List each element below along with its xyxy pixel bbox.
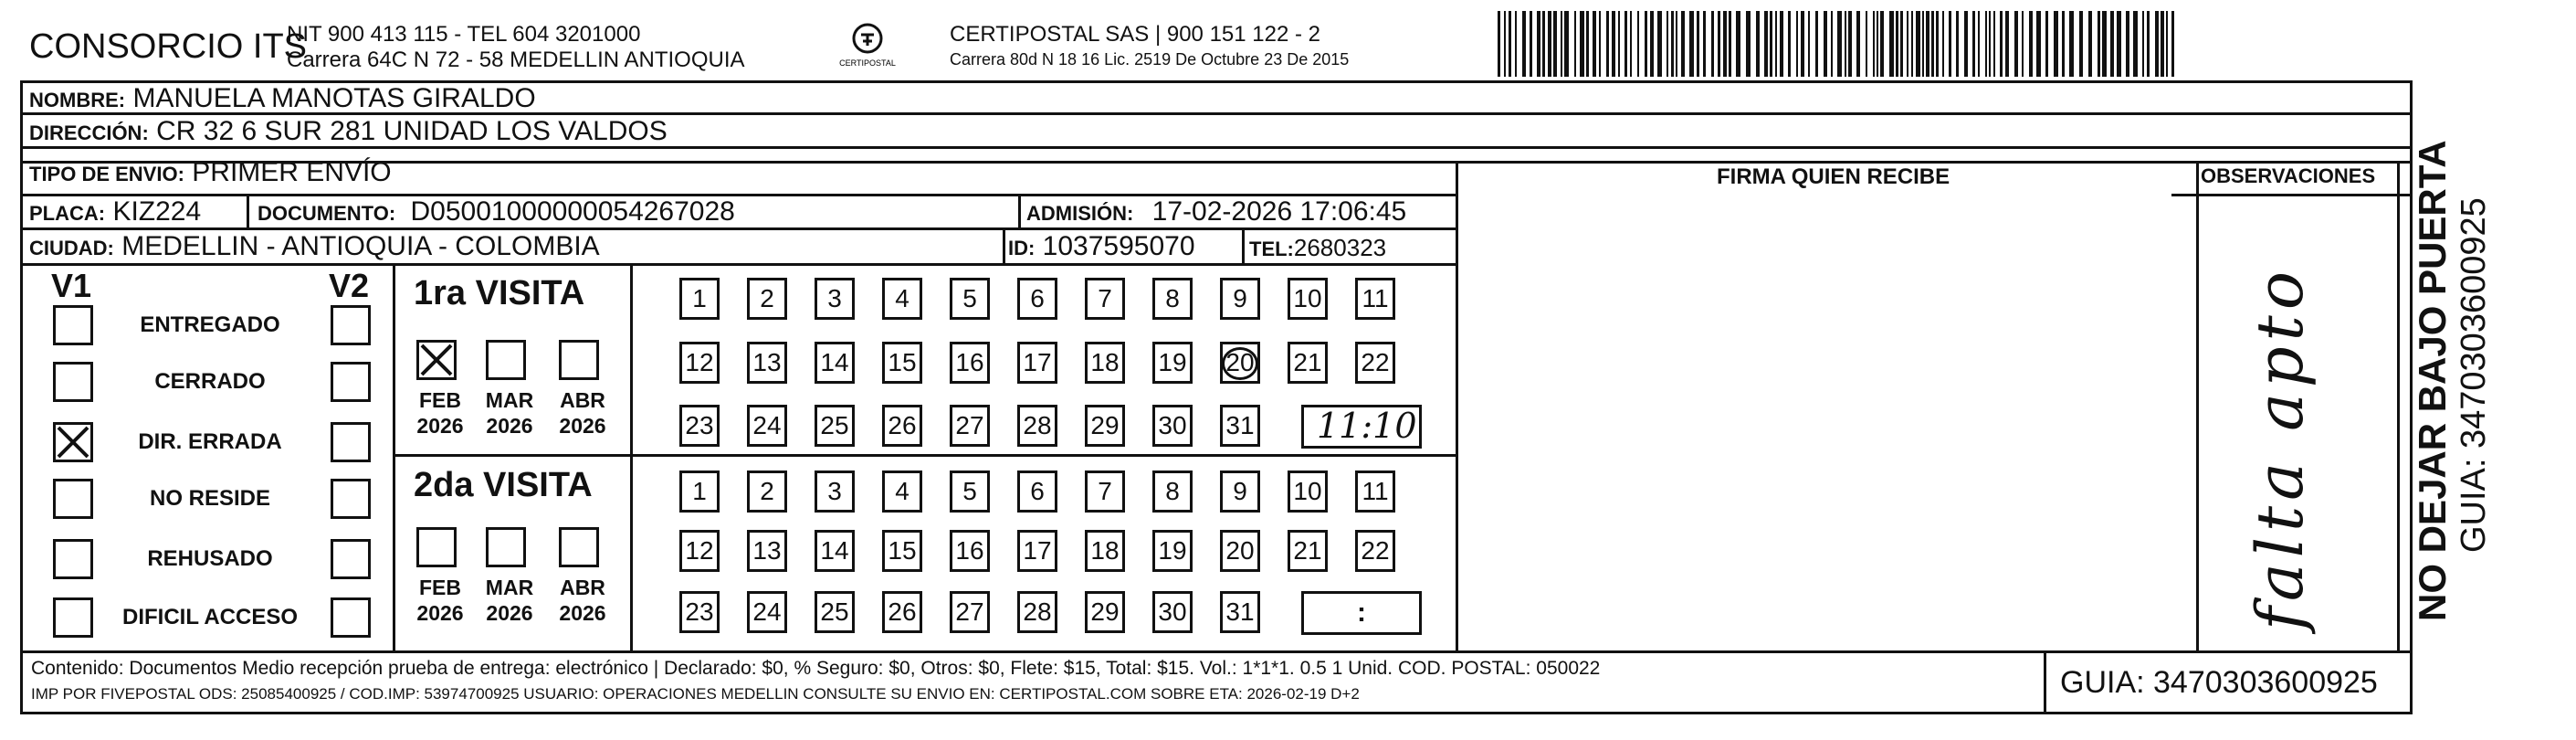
tipo-envio-value: PRIMER ENVÍO [192, 157, 392, 187]
barcode-bar [1689, 11, 1694, 77]
first-visit-time-box [1301, 405, 1422, 449]
barcode-bar [1845, 11, 1846, 77]
day-box[interactable]: 7 [1085, 470, 1125, 513]
first-visit-title: 1ra VISITA [414, 274, 585, 312]
day-box[interactable]: 22 [1355, 530, 1395, 572]
day-mark-circle [1222, 347, 1258, 380]
day-box[interactable]: 29 [1085, 591, 1125, 633]
company-name: CONSORCIO ITS [29, 27, 308, 66]
barcode-bar [2117, 11, 2121, 77]
v1-checkbox[interactable] [53, 479, 93, 519]
month-checkbox[interactable] [416, 527, 457, 567]
barcode-bar [1630, 11, 1632, 77]
barcode-bar [1949, 11, 1951, 77]
day-box[interactable]: 19 [1152, 342, 1193, 384]
barcode-bar [1780, 11, 1783, 77]
barcode-bar [1900, 11, 1903, 77]
nombre-label: NOMBRE: [29, 89, 126, 111]
first-visit-time: 11:10 [1317, 406, 1417, 446]
barcode-bar [1775, 11, 1777, 77]
day-box[interactable]: 14 [815, 342, 855, 384]
tel-value: 2680323 [1293, 234, 1387, 261]
day-box[interactable]: 20 [1220, 530, 1260, 572]
day-box[interactable]: 18 [1085, 342, 1125, 384]
admision-field [1026, 196, 1406, 227]
barcode-bar [1801, 11, 1804, 77]
carrier-name: CERTIPOSTAL SAS | 900 151 122 - 2 [950, 22, 1320, 47]
v1-checkbox[interactable] [53, 362, 93, 402]
month-label: MAR 2026 [485, 388, 534, 438]
barcode-bar [1564, 11, 1569, 77]
v1-checkbox[interactable] [53, 539, 93, 579]
day-box[interactable]: 13 [747, 342, 787, 384]
v2-checkbox[interactable] [331, 539, 371, 579]
admision-value: 17-02-2026 17:06:45 [1151, 196, 1407, 227]
day-box[interactable]: 7 [1085, 278, 1125, 320]
barcode [1498, 11, 2178, 77]
barcode-bar [1922, 11, 1924, 77]
barcode-bar [1907, 11, 1908, 77]
barcode-bar [1764, 11, 1768, 77]
v2-checkbox[interactable] [331, 479, 371, 519]
barcode-bar [1831, 11, 1833, 77]
day-box[interactable]: 30 [1152, 405, 1193, 447]
barcode-bar [2171, 11, 2174, 77]
tipo-envio-label: TIPO DE ENVIO: [29, 163, 184, 185]
month-checkbox[interactable] [416, 340, 457, 380]
company-nit: NIT 900 413 115 - TEL 604 3201000 [287, 22, 641, 47]
barcode-bar [2029, 11, 2033, 77]
barcode-bar [2142, 11, 2144, 77]
day-box[interactable]: 13 [747, 530, 787, 572]
barcode-bar [1837, 11, 1842, 77]
barcode-bar [1993, 11, 1995, 77]
barcode-bar [1530, 11, 1532, 77]
barcode-bar [1896, 11, 1898, 77]
day-box[interactable]: 1 [679, 278, 720, 320]
day-box[interactable]: 3 [815, 470, 855, 513]
placa-label: PLACA: [29, 202, 106, 225]
documento-value: D05001000000054267028 [410, 196, 735, 227]
barcode-bar [1756, 11, 1760, 77]
barcode-bar [1956, 11, 1959, 77]
day-box[interactable]: 21 [1288, 342, 1328, 384]
side-warning: NO DEJAR BAJO PUERTA [2411, 140, 2454, 621]
v2-checkbox[interactable] [331, 597, 371, 638]
v2-label: V2 [329, 267, 370, 304]
barcode-bar [2036, 11, 2041, 77]
barcode-bar [1718, 11, 1720, 77]
footer-line-2: IMP POR FIVEPOSTAL ODS: 25085400925 / COD.IMP: 53974700925 USUARIO: OPERACIONES MEDELLIN CONSULTE SU ENVIO EN: CERTIPOSTAL.COM SOBRE ETA: 2026-02-19 D+2 [31, 685, 1360, 703]
day-box[interactable]: 31 [1220, 405, 1260, 447]
day-box[interactable]: 20 [1220, 342, 1260, 384]
barcode-bar [1746, 11, 1751, 77]
direccion-value: CR 32 6 SUR 281 UNIDAD LOS VALDOS [156, 116, 668, 146]
day-box[interactable]: 23 [679, 591, 720, 633]
barcode-bar [1808, 11, 1810, 77]
barcode-bar [2088, 11, 2092, 77]
v1-label: V1 [51, 267, 92, 304]
day-box[interactable]: 30 [1152, 591, 1193, 633]
day-box[interactable]: 28 [1017, 405, 1057, 447]
barcode-bar [1989, 11, 1991, 77]
id-field [1008, 231, 1195, 262]
day-box[interactable]: 24 [747, 591, 787, 633]
barcode-bar [2079, 11, 2083, 77]
status-label: REHUSADO [147, 546, 273, 571]
barcode-bar [1599, 11, 1601, 77]
barcode-bar [1697, 11, 1699, 77]
observaciones-header: OBSERVACIONES [2201, 164, 2376, 187]
barcode-bar [2045, 11, 2048, 77]
barcode-bar [2005, 11, 2009, 77]
status-label: DIFICIL ACCESO [121, 605, 298, 629]
barcode-bar [1964, 11, 1968, 77]
day-box[interactable]: 10 [1288, 278, 1328, 320]
barcode-bar [1770, 11, 1772, 77]
barcode-bar [1681, 11, 1685, 77]
v1-checkbox[interactable] [53, 305, 93, 345]
second-visit-title: 2da VISITA [414, 466, 593, 504]
barcode-bar [1711, 11, 1714, 77]
documento-label: DOCUMENTO: [258, 202, 396, 225]
day-box[interactable]: 29 [1085, 405, 1125, 447]
observation-handwriting: falta apto [2243, 266, 2318, 630]
barcode-bar [1574, 11, 1576, 77]
ciudad-value: MEDELLIN - ANTIOQUIA - COLOMBIA [121, 231, 600, 261]
barcode-bar [1650, 11, 1654, 77]
day-box[interactable]: 12 [679, 530, 720, 572]
day-box[interactable]: 15 [882, 342, 922, 384]
header [0, 0, 2576, 80]
barcode-bar [1978, 11, 1980, 77]
day-box[interactable]: 12 [679, 342, 720, 384]
barcode-bar [2102, 11, 2107, 77]
day-box[interactable]: 4 [882, 278, 922, 320]
barcode-bar [1936, 11, 1939, 77]
v1-checkbox[interactable] [53, 422, 93, 462]
company-address: Carrera 64C N 72 - 58 MEDELLIN ANTIOQUIA [287, 48, 745, 72]
day-box[interactable]: 23 [679, 405, 720, 447]
day-box[interactable]: 25 [815, 591, 855, 633]
barcode-bar [1889, 11, 1894, 77]
barcode-bar [2166, 11, 2168, 77]
barcode-bar [2000, 11, 2003, 77]
day-box[interactable]: 6 [1017, 470, 1057, 513]
footer-guia: GUIA: 3470303600925 [2060, 665, 2378, 700]
day-box[interactable]: 9 [1220, 278, 1260, 320]
tel-label: TEL: [1249, 238, 1294, 260]
barcode-bar [1880, 11, 1884, 77]
barcode-bar [2155, 11, 2159, 77]
barcode-bar [1985, 11, 1987, 77]
barcode-bar [1848, 11, 1852, 77]
barcode-bar [1637, 11, 1639, 77]
barcode-bar [1676, 11, 1677, 77]
barcode-bar [1815, 11, 1818, 77]
v1-checkbox[interactable] [53, 597, 93, 638]
barcode-bar [1703, 11, 1706, 77]
barcode-bar [2014, 11, 2018, 77]
day-box[interactable]: 24 [747, 405, 787, 447]
month-label: ABR 2026 [559, 576, 606, 625]
barcode-bar [1504, 11, 1506, 77]
barcode-bar [1537, 11, 1540, 77]
month-checkbox[interactable] [559, 340, 599, 380]
second-visit-time: : [1357, 597, 1366, 628]
day-box[interactable]: 11 [1355, 470, 1395, 513]
day-box[interactable]: 31 [1220, 591, 1260, 633]
barcode-bar [1606, 11, 1609, 77]
v2-checkbox[interactable] [331, 305, 371, 345]
nombre-field [29, 83, 536, 114]
day-box[interactable]: 2 [747, 278, 787, 320]
barcode-bar [1667, 11, 1668, 77]
status-label: ENTREGADO [140, 312, 280, 337]
day-box[interactable]: 6 [1017, 278, 1057, 320]
barcode-bar [1916, 11, 1920, 77]
barcode-bar [1553, 11, 1557, 77]
month-checkbox[interactable] [486, 527, 526, 567]
barcode-bar [1561, 11, 1562, 77]
day-box[interactable]: 18 [1085, 530, 1125, 572]
barcode-bar [1612, 11, 1615, 77]
barcode-bar [1723, 11, 1727, 77]
day-box[interactable]: 2 [747, 470, 787, 513]
barcode-bar [2110, 11, 2114, 77]
status-label: DIR. ERRADA [138, 429, 282, 454]
placa-field [29, 196, 201, 227]
day-box[interactable]: 17 [1017, 342, 1057, 384]
month-checkbox[interactable] [486, 340, 526, 380]
nombre-value: MANUELA MANOTAS GIRALDO [132, 83, 536, 113]
day-box[interactable]: 5 [950, 470, 990, 513]
barcode-bar [2062, 11, 2065, 77]
day-box[interactable]: 10 [1288, 470, 1328, 513]
barcode-bar [1729, 11, 1731, 77]
firma-header: FIRMA QUIEN RECIBE [1717, 164, 1950, 189]
barcode-bar [2069, 11, 2074, 77]
direccion-label: DIRECCIÓN: [29, 122, 149, 144]
day-box[interactable]: 25 [815, 405, 855, 447]
barcode-bar [2133, 11, 2138, 77]
admision-label: ADMISIÓN: [1026, 202, 1134, 225]
barcode-bar [2147, 11, 2150, 77]
barcode-bar [1515, 11, 1517, 77]
barcode-bar [2054, 11, 2058, 77]
day-box[interactable]: 1 [679, 470, 720, 513]
month-label: FEB 2026 [416, 388, 464, 438]
barcode-bar [1580, 11, 1584, 77]
side-guia: GUIA: 3470303600925 [2455, 197, 2493, 553]
day-box[interactable]: 22 [1355, 342, 1395, 384]
v2-checkbox[interactable] [331, 362, 371, 402]
v2-checkbox[interactable] [331, 422, 371, 462]
barcode-bar [1931, 11, 1934, 77]
barcode-bar [1788, 11, 1791, 77]
day-box[interactable]: 27 [950, 591, 990, 633]
barcode-bar [2161, 11, 2164, 77]
barcode-bar [1796, 11, 1798, 77]
day-box[interactable]: 26 [882, 405, 922, 447]
day-box[interactable]: 15 [882, 530, 922, 572]
barcode-bar [1509, 11, 1511, 77]
day-box[interactable]: 8 [1152, 278, 1193, 320]
day-box[interactable]: 14 [815, 530, 855, 572]
direccion-field [29, 116, 668, 147]
barcode-bar [1522, 11, 1526, 77]
barcode-bar [1873, 11, 1875, 77]
certipostal-logo [836, 20, 899, 71]
barcode-bar [1877, 11, 1878, 77]
day-box[interactable]: 4 [882, 470, 922, 513]
day-box[interactable]: 3 [815, 278, 855, 320]
day-box[interactable]: 5 [950, 278, 990, 320]
id-label: ID: [1008, 237, 1036, 259]
status-label: NO RESIDE [149, 486, 271, 511]
barcode-bar [1498, 11, 1500, 77]
barcode-bar [1824, 11, 1827, 77]
day-box[interactable]: 16 [950, 342, 990, 384]
day-box[interactable]: 28 [1017, 591, 1057, 633]
barcode-bar [1926, 11, 1929, 77]
day-box[interactable]: 19 [1152, 530, 1193, 572]
barcode-bar [1624, 11, 1627, 77]
ciudad-label: CIUDAD: [29, 237, 114, 259]
barcode-bar [1671, 11, 1674, 77]
barcode-bar [1618, 11, 1620, 77]
barcode-bar [2022, 11, 2024, 77]
id-value: 1037595070 [1042, 231, 1195, 261]
day-box[interactable]: 17 [1017, 530, 1057, 572]
second-visit-time-box [1301, 591, 1422, 635]
barcode-bar [1736, 11, 1740, 77]
barcode-bar [1645, 11, 1647, 77]
barcode-bar [1586, 11, 1589, 77]
month-label: MAR 2026 [485, 576, 534, 625]
barcode-bar [2126, 11, 2129, 77]
documento-field [258, 196, 735, 227]
month-checkbox[interactable] [559, 527, 599, 567]
ciudad-field [29, 231, 600, 262]
month-label: FEB 2026 [416, 576, 464, 625]
tel-field [1249, 234, 1386, 262]
carrier-license: Carrera 80d N 18 16 Lic. 2519 De Octubre 23 De 2015 [950, 50, 1350, 69]
status-label: CERRADO [154, 369, 266, 394]
tipo-envio-field [29, 157, 392, 188]
day-box[interactable]: 11 [1355, 278, 1395, 320]
barcode-bar [1542, 11, 1545, 77]
svg-text:CERTIPOSTAL: CERTIPOSTAL [839, 58, 896, 68]
day-box[interactable]: 16 [950, 530, 990, 572]
day-box[interactable]: 27 [950, 405, 990, 447]
barcode-bar [1972, 11, 1975, 77]
barcode-bar [2098, 11, 2100, 77]
day-box[interactable]: 26 [882, 591, 922, 633]
day-box[interactable]: 9 [1220, 470, 1260, 513]
barcode-bar [1942, 11, 1944, 77]
barcode-bar [1657, 11, 1662, 77]
barcode-bar [1593, 11, 1596, 77]
barcode-bar [1866, 11, 1867, 77]
barcode-bar [1548, 11, 1551, 77]
placa-value: KIZ224 [112, 196, 202, 227]
barcode-bar [1856, 11, 1860, 77]
footer-line-1: Contenido: Documentos Medio recepción prueba de entrega: electrónico | Declarado: $0, % Seguro: $0, Otros: $0, Flete: $15, Total: $15. Vol.: 1*1*1. 0.5 1 Unid. COD. POSTAL: 050022 [31, 658, 1601, 679]
month-label: ABR 2026 [559, 388, 606, 438]
barcode-bar [1911, 11, 1913, 77]
day-box[interactable]: 8 [1152, 470, 1193, 513]
day-box[interactable]: 21 [1288, 530, 1328, 572]
